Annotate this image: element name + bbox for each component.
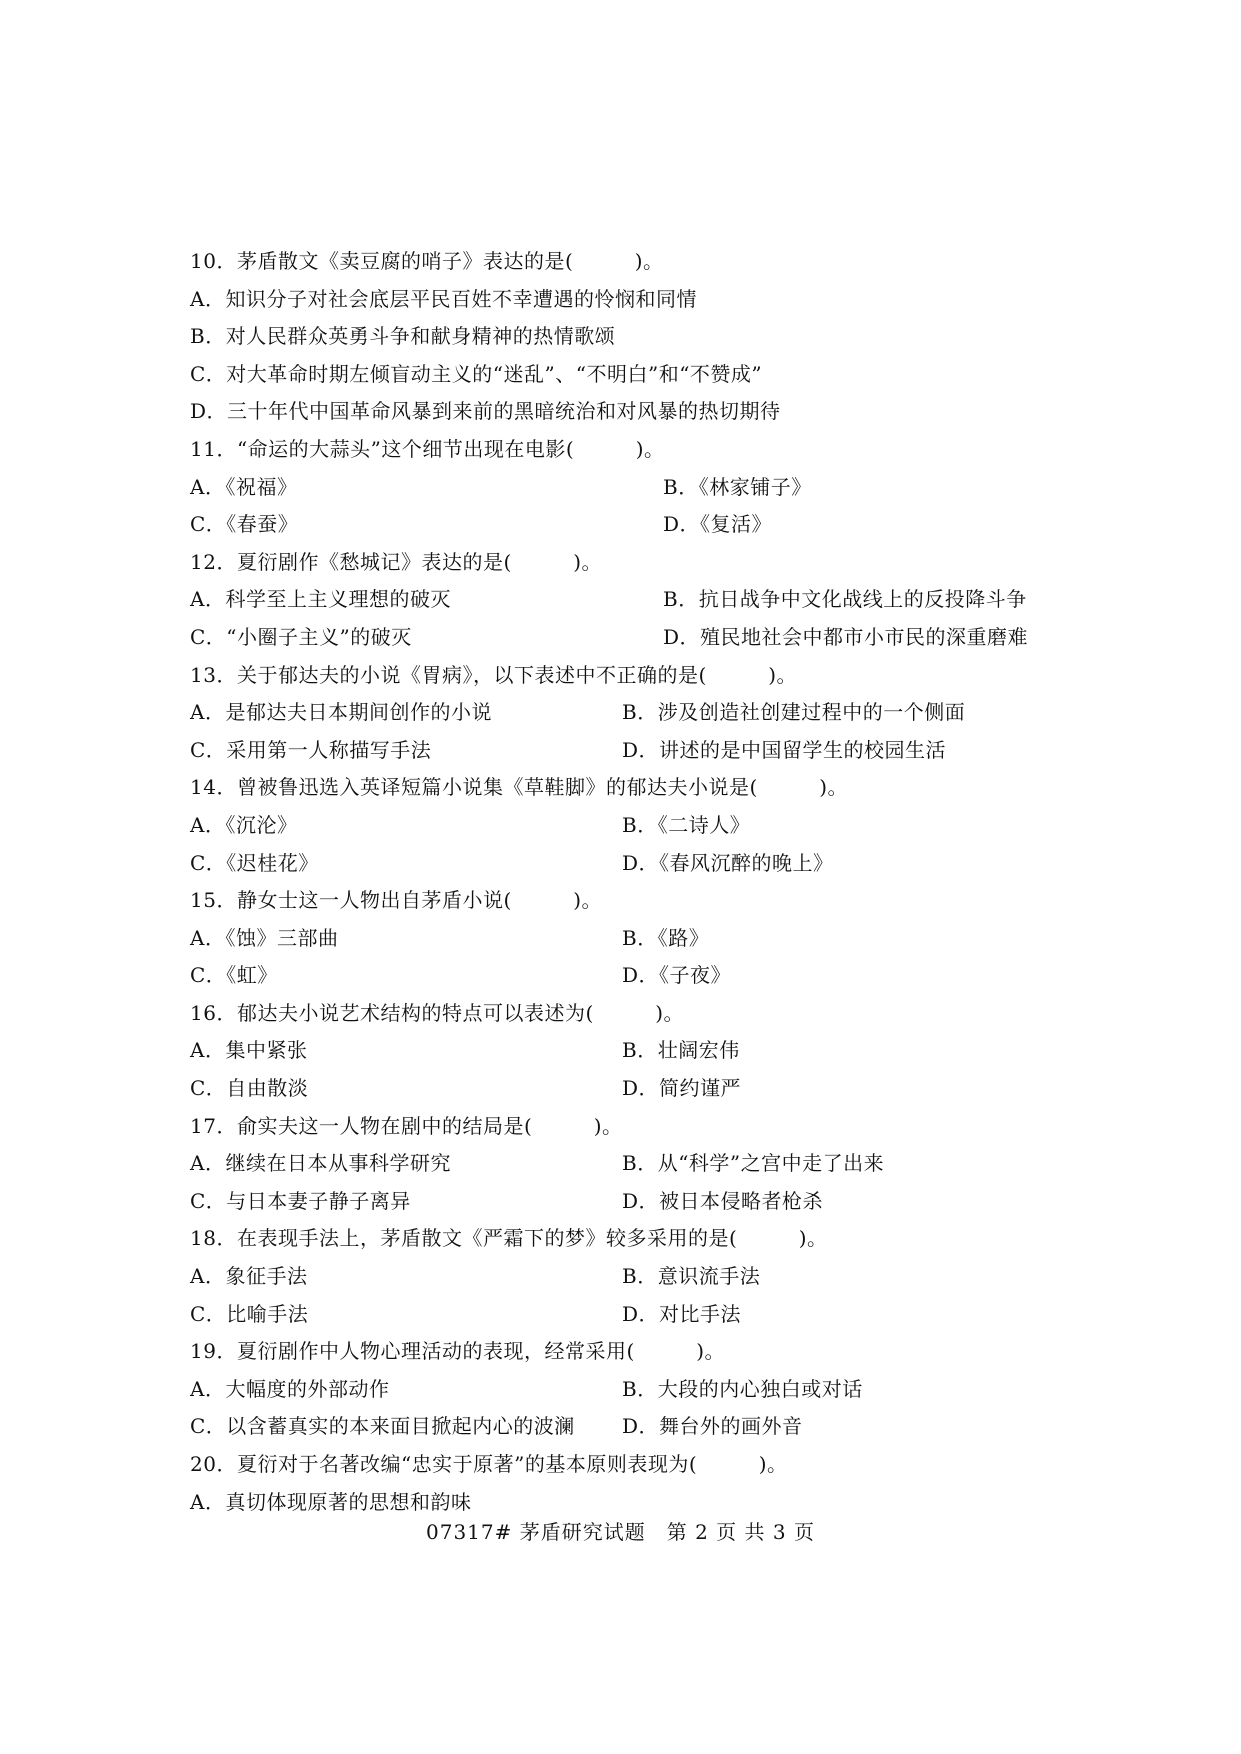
option: B．大段的内心独白或对话: [622, 1376, 863, 1401]
question-stem: 11．“命运的大蒜头”这个细节出现在电影( )。: [190, 436, 665, 461]
option: A．《祝福》: [190, 474, 298, 499]
option-row: [190, 845, 1090, 883]
question-list: [190, 243, 1090, 1521]
option: D．《子夜》: [622, 963, 732, 988]
option: A．《沉沦》: [190, 812, 298, 837]
option: D．《春风沉醉的晚上》: [622, 850, 834, 875]
option: B．对人民群众英勇斗争和献身精神的热情歌颂: [190, 324, 616, 349]
question-stem: 18．在表现手法上，茅盾散文《严霜下的梦》较多采用的是( )。: [190, 1226, 828, 1251]
option: D．对比手法: [622, 1301, 742, 1326]
page-footer: 07317# 茅盾研究试题 第 2 页 共 3 页: [426, 1520, 815, 1544]
option: B．涉及创造社创建过程中的一个侧面: [622, 700, 966, 725]
question-stem: 14．曾被鲁迅选入英译短篇小说集《草鞋脚》的郁达夫小说是( )。: [190, 775, 849, 800]
option-row: [190, 1296, 1090, 1334]
option: C．采用第一人称描写手法: [190, 737, 432, 762]
option: C．《虹》: [190, 963, 278, 988]
question-stem: 12．夏衍剧作《愁城记》表达的是( )。: [190, 549, 603, 574]
option-row: [190, 807, 1090, 845]
option: B．意识流手法: [622, 1264, 761, 1289]
option: C．《春蚕》: [190, 512, 299, 537]
option: A．知识分子对社会底层平民百姓不幸遭遇的怜悯和同情: [190, 286, 697, 311]
option: C．比喻手法: [190, 1301, 309, 1326]
option-row: [190, 694, 1090, 732]
option: D．讲述的是中国留学生的校园生活: [622, 737, 947, 762]
option: B．《路》: [622, 925, 710, 950]
option: D．殖民地社会中都市小市民的深重磨难: [663, 624, 1029, 649]
option-row: [190, 619, 1090, 657]
option-row: [190, 732, 1090, 770]
option: D．《复活》: [663, 512, 773, 537]
option: D．简约谨严: [622, 1076, 742, 1101]
option: D．三十年代中国革命风暴到来前的黑暗统治和对风暴的热切期待: [190, 399, 781, 424]
option: A．是郁达夫日本期间创作的小说: [190, 700, 492, 725]
option: A．继续在日本从事科学研究: [190, 1151, 451, 1176]
question-stem: 19．夏衍剧作中人物心理活动的表现，经常采用( )。: [190, 1339, 726, 1364]
option-row: [190, 1258, 1090, 1296]
option: C．自由散淡: [190, 1076, 309, 1101]
option: B．《林家铺子》: [663, 474, 812, 499]
option: A．《蚀》三部曲: [190, 925, 339, 950]
question-stem: 13．关于郁达夫的小说《胃病》，以下表述中不正确的是( )。: [190, 662, 798, 687]
question-stem: 10．茅盾散文《卖豆腐的哨子》表达的是( )。: [190, 249, 664, 273]
option-row: [190, 1032, 1090, 1070]
option: B．从“科学”之宫中走了出来: [622, 1151, 885, 1176]
option-row: [190, 469, 1090, 507]
option: D．舞台外的画外音: [622, 1414, 803, 1439]
option: C．以含蓄真实的本来面目掀起内心的波澜: [190, 1414, 575, 1439]
option-row: [190, 506, 1090, 544]
option-row: [190, 920, 1090, 958]
question-stem: 16．郁达夫小说艺术结构的特点可以表述为( )。: [190, 1000, 685, 1025]
option: B．壮阔宏伟: [622, 1038, 740, 1063]
option: D．被日本侵略者枪杀: [622, 1188, 824, 1213]
option-row: [190, 1183, 1090, 1221]
option: C．“小圈子主义”的破灭: [190, 624, 412, 649]
option: A．科学至上主义理想的破灭: [190, 587, 451, 612]
option: A．真切体现原著的思想和韵味: [190, 1489, 472, 1514]
option-row: [190, 1070, 1090, 1108]
option: B．《二诗人》: [622, 812, 751, 837]
question-stem: 15．静女士这一人物出自茅盾小说( )。: [190, 888, 603, 913]
option-row: [190, 1371, 1090, 1409]
option: A．集中紧张: [190, 1038, 308, 1063]
option: B．抗日战争中文化战线上的反投降斗争: [663, 587, 1027, 612]
option-row: [190, 581, 1090, 619]
option-row: [190, 957, 1090, 995]
option: C．与日本妻子静子离异: [190, 1188, 411, 1213]
option-row: [190, 1408, 1090, 1446]
option: C．《迟桂花》: [190, 850, 319, 875]
option: C．对大革命时期左倾盲动主义的“迷乱”、“不明白”和“不赞成”: [190, 361, 763, 386]
question-stem: 20．夏衍对于名著改编“忠实于原著”的基本原则表现为( )。: [190, 1452, 788, 1476]
question-stem: 17．俞实夫这一人物在剧中的结局是( )。: [190, 1113, 623, 1138]
option: A．象征手法: [190, 1264, 308, 1289]
option: A．大幅度的外部动作: [190, 1376, 390, 1401]
option-row: [190, 1145, 1090, 1183]
